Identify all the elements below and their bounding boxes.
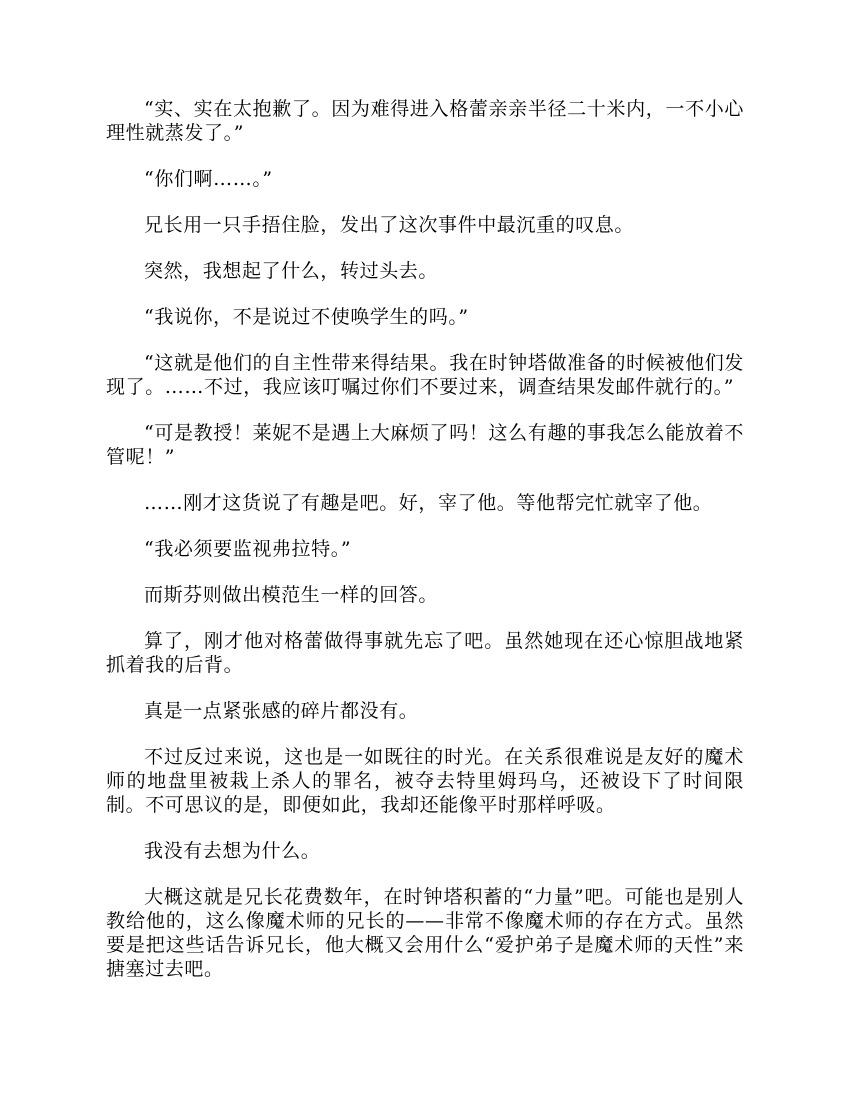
paragraph-no-tension: 真是一点紧张感的碎片都没有。 [144,700,419,722]
paragraph-interesting-remark: ……刚才这货说了有趣是吧。好，宰了他。等他帮完忙就宰了他。 [144,492,713,514]
document-body [106,97,744,1003]
paragraph-monitor-flat: “我必须要监视弗拉特。” [144,538,352,560]
paragraph-svin-answer: 而斯芬则做出模范生一样的回答。 [144,584,439,606]
paragraph-brother-sigh: 兄长用一只手捂住脸，发出了这次事件中最沉重的叹息。 [144,214,635,236]
paragraph-turn-head: 突然，我想起了什么，转过头去。 [144,260,439,282]
paragraph-strength: 大概这就是兄长花费数年，在时钟塔积蓄的“力量”吧。可能也是别人教给他的，这么像魔术师的兄长的——非常不像魔术师的存在方式。虽然要是把这些话告诉兄长，他大概又会用什么“爱护弟子是魔术师的天性”来搪塞过去吧。 [106,886,744,980]
paragraph-why: 我没有去想为什么。 [144,840,321,862]
paragraph-apology: “实、实在太抱歉了。因为难得进入格蕾亲亲半径二十米内，一不小心理性就蒸发了。” [106,98,744,144]
paragraph-usual-times: 不过反过来说，这也是一如既往的时光。在关系很难说是友好的魔术师的地盘里被栽上杀人的罪名，被夺去特里姆玛乌，还被设下了时间限制。不可思议的是，即便如此，我却还能像平时那样呼吸。 [106,746,744,816]
paragraph-you-guys: “你们啊……。” [144,168,273,190]
paragraph-forget-it: 算了，刚才他对格蕾做得事就先忘了吧。虽然她现在还心惊胆战地紧抓着我的后背。 [106,630,744,676]
paragraph-autonomy-result: “这就是他们的自主性带来得结果。我在时钟塔做准备的时候被他们发现了。……不过，我应该叮嘱过你们不要过来，调查结果发邮件就行的。” [106,352,744,398]
paragraph-professor-plea: “可是教授！莱妮不是遇上大麻烦了吗！这么有趣的事我怎么能放着不管呢！” [106,422,744,468]
paragraph-students-question: “我说你，不是说过不使唤学生的吗。” [144,306,469,328]
